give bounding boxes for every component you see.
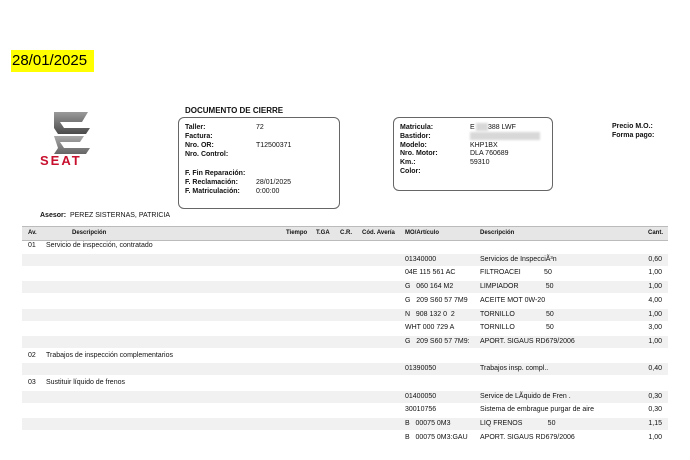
cell-desc: Sustituir líquido de frenos — [46, 379, 125, 386]
cell-desc2: Trabajos insp. compl.. — [480, 365, 549, 373]
cell-mo: 30010756 — [405, 406, 437, 414]
field-label: Nro. Motor: — [400, 150, 438, 158]
field-value: 59310 — [470, 159, 490, 167]
repair-field — [185, 150, 228, 159]
cell-cant: 1,00 — [648, 310, 662, 318]
cell-desc2: TORNILLO 50 — [480, 310, 554, 318]
cell-cant: 0,60 — [648, 255, 662, 263]
field-label: Nro. OR: — [185, 142, 214, 150]
advisor-name: PEREZ SISTERNAS, PATRICIA — [69, 212, 171, 219]
cell-desc2: Service de LÃquido de Fren . — [480, 392, 571, 400]
date-highlight: 28/01/2025 — [11, 50, 94, 72]
vehicle-field — [400, 141, 550, 150]
col-cant: Cant. — [648, 230, 663, 236]
vehicle-field — [400, 167, 550, 176]
document-title: DOCUMENTO DE CIERRE — [185, 106, 284, 115]
forma-pago-label: Forma pago: — [612, 132, 655, 139]
cell-mo: WHT 000 729 A — [405, 324, 455, 332]
cell-cant: 0,30 — [648, 392, 662, 400]
repair-field — [185, 141, 292, 150]
cell-desc2: LIQ FRENOS 50 — [480, 420, 556, 428]
field-label: F. Fin Reparación: — [185, 169, 246, 177]
cell-cant: 1,00 — [648, 269, 662, 277]
cell-cant: 0,30 — [648, 406, 662, 414]
cell-mo: 04E 115 561 AC — [405, 269, 456, 277]
field-label: Factura: — [185, 133, 213, 141]
vehicle-field — [400, 132, 550, 141]
repair-field — [185, 169, 245, 178]
cell-desc2: APORT. SIGAUS RD679/2006 — [480, 433, 575, 441]
cell-mo: G 060 164 M2 — [405, 283, 454, 291]
cell-desc2: LIMPIADOR 50 — [480, 283, 554, 291]
col-desc: Descripción — [72, 230, 107, 236]
field-value: E — [470, 124, 475, 131]
table-row — [22, 377, 668, 389]
col-av: Av. — [28, 230, 37, 236]
table-row — [22, 391, 668, 403]
vehicle-field — [400, 123, 550, 132]
cell-mo: 01400050 — [405, 392, 437, 400]
table-row — [22, 418, 668, 430]
table-row — [22, 309, 668, 321]
cell-cant: 3,00 — [648, 324, 662, 332]
table-row — [22, 336, 668, 348]
cell-desc2: Sistema de embrague purgar de aire — [480, 406, 595, 414]
cell-mo: 01340000 — [405, 255, 437, 263]
table-row — [22, 404, 668, 416]
advisor-line — [40, 212, 170, 219]
table-row — [22, 240, 668, 252]
repair-field — [185, 187, 280, 196]
repair-field — [185, 178, 292, 187]
cell-desc: Servicio de inspección, contratado — [46, 242, 153, 249]
field-value: 0:00:00 — [256, 187, 280, 195]
field-label: F. Reclamación: — [185, 178, 238, 186]
cell-mo: B 00075 0M3 — [405, 420, 451, 428]
price-labels — [612, 122, 654, 140]
cell-mo: N 908 132 0 2 — [405, 310, 455, 318]
precio-mo-label: Precio M.O.: — [612, 123, 653, 130]
field-label: Matricula: — [400, 124, 434, 131]
field-value: 28/01/2025 — [256, 178, 292, 186]
field-label: Nro. Control: — [185, 151, 229, 159]
redacted-mark — [476, 123, 488, 131]
col-cr: C.R. — [340, 230, 352, 236]
cell-desc2: FILTROACEI 50 — [480, 269, 552, 277]
cell-cant: 1,00 — [648, 337, 662, 345]
cell-mo: B 00075 0M3:GAU — [405, 433, 468, 441]
col-tga: T.GA — [316, 230, 330, 236]
cell-av: 03 — [28, 379, 36, 386]
cell-cant: 0,40 — [648, 365, 662, 373]
cell-desc2: Servicios de InspecciÃ³n — [480, 255, 557, 263]
table-row — [22, 350, 668, 362]
cell-mo: G 209 S60 57 7M9: — [405, 337, 470, 345]
plate-suffix: 388 LWF — [488, 124, 516, 131]
field-label: Bastidor: — [400, 132, 431, 140]
field-label: Modelo: — [400, 141, 427, 149]
table-row — [22, 322, 668, 334]
cell-av: 01 — [28, 242, 36, 249]
col-mo: MO/Artículo — [405, 230, 439, 236]
field-value: DLA 760689 — [470, 150, 509, 158]
field-value: T12500371 — [256, 142, 292, 150]
col-cod: Cód. Avería — [362, 230, 395, 236]
brand-wordmark: SEAT — [40, 153, 82, 168]
repair-field — [185, 123, 264, 132]
table-row — [22, 295, 668, 307]
table-row — [22, 363, 668, 375]
field-label: Km.: — [400, 159, 416, 167]
col-tiempo: Tiempo — [286, 230, 308, 236]
field-label: Color: — [400, 168, 421, 175]
cell-mo: 01390050 — [405, 365, 437, 373]
cell-cant: 1,00 — [648, 283, 662, 291]
vehicle-field — [400, 158, 550, 167]
repair-field — [185, 132, 213, 141]
table-row — [22, 254, 668, 266]
table-row — [22, 281, 668, 293]
col-desc2: Descripción — [480, 230, 515, 236]
cell-desc2: ACEITE MOT 0W-20 — [480, 296, 546, 304]
cell-cant: 1,00 — [648, 433, 662, 441]
cell-desc2: APORT. SIGAUS RD679/2006 — [480, 337, 575, 345]
advisor-label: Asesor: — [40, 212, 67, 219]
field-label: F. Matriculación: — [185, 187, 240, 195]
redacted-vin — [470, 132, 540, 140]
cell-mo: G 209 S60 57 7M9 — [405, 296, 468, 304]
cell-cant: 4,00 — [648, 296, 662, 304]
table-row — [22, 432, 668, 444]
cell-desc2: TORNILLO 50 — [480, 324, 554, 332]
cell-av: 02 — [28, 351, 36, 359]
vehicle-field — [400, 149, 550, 158]
field-value: KHP1BX — [470, 141, 498, 149]
field-label: Taller: — [185, 124, 206, 131]
cell-desc: Trabajos de inspección complementarios — [46, 351, 173, 359]
cell-cant: 1,15 — [648, 420, 662, 428]
table-header — [22, 226, 668, 241]
field-value: 72 — [256, 124, 264, 131]
table-row — [22, 267, 668, 279]
